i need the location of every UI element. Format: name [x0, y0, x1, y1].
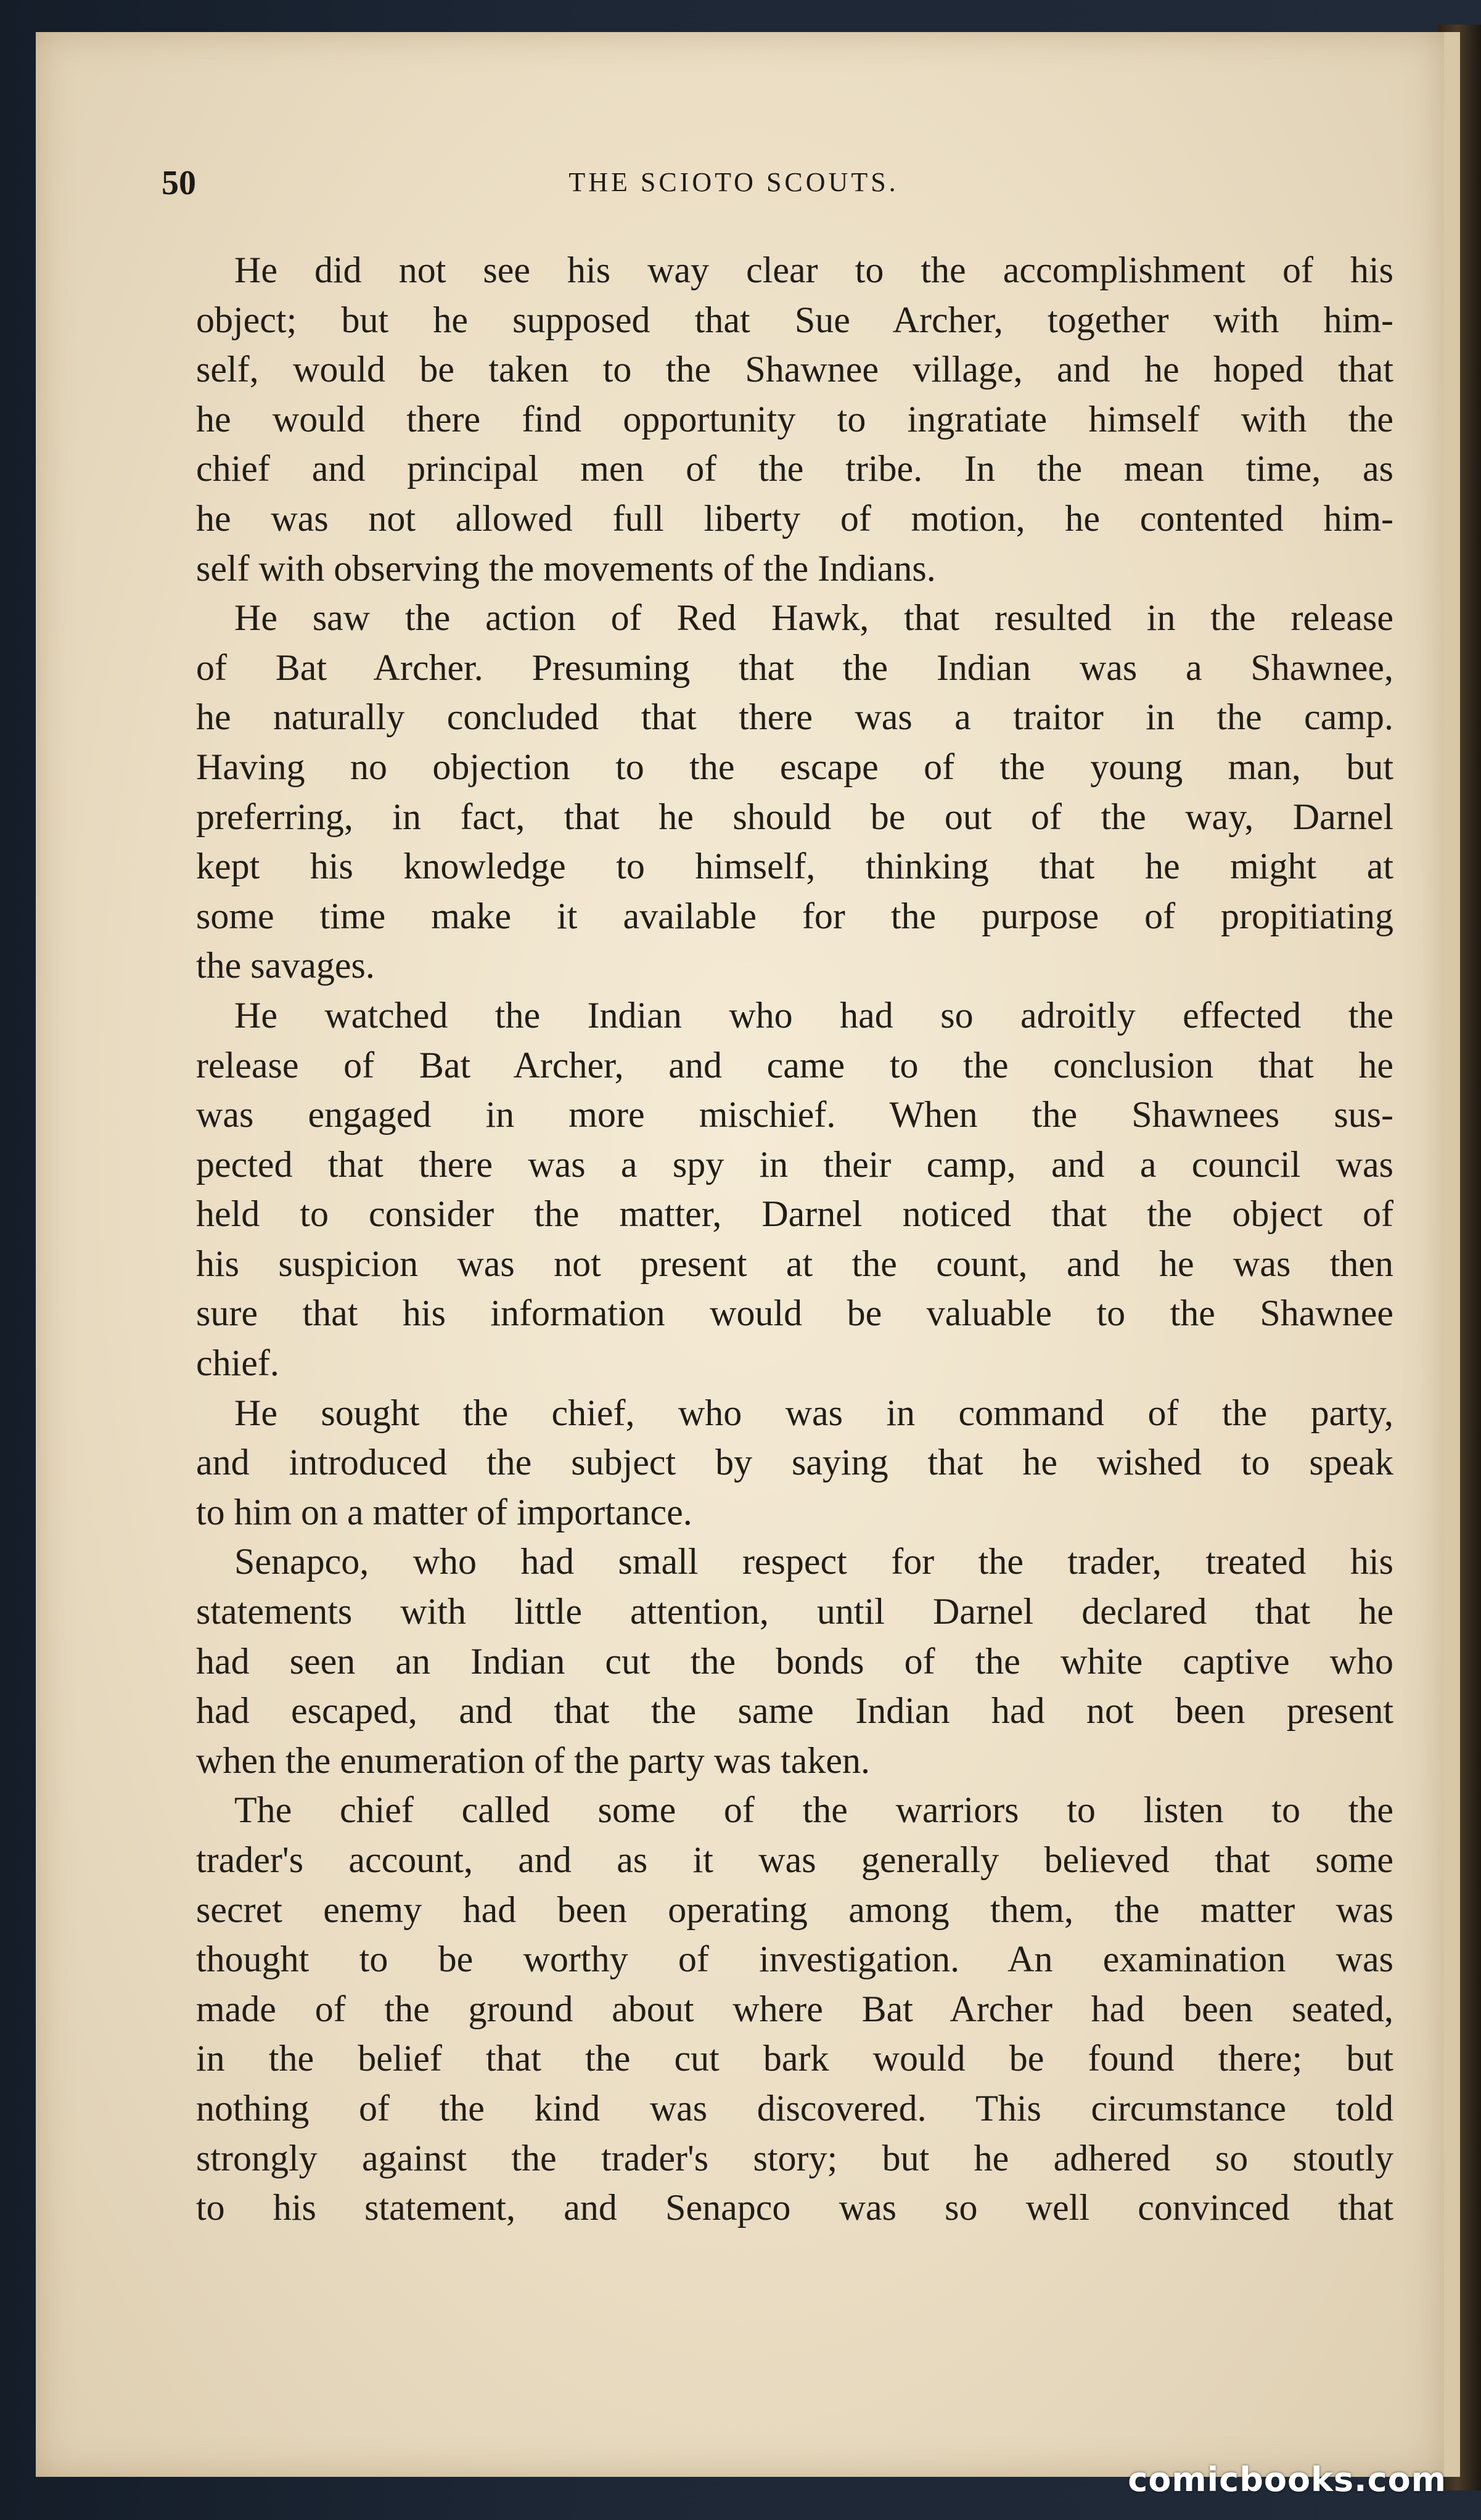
text-line: strongly against the trader's story; but he adhered so stoutly	[196, 2137, 1393, 2178]
text-line: some time make it available for the purpose of propitiating	[196, 895, 1393, 936]
text-line: thought to be worthy of investigation. An examination was	[196, 1939, 1393, 1980]
page-number: 50	[162, 164, 196, 202]
text-line: to his statement, and Senapco was so well convinced that	[196, 2187, 1393, 2228]
text-line: held to consider the matter, Darnel noticed that the object of	[196, 1193, 1393, 1235]
text-line: preferring, in fact, that he should be out of the way, Darnel	[196, 796, 1393, 837]
text-line: statements with little attention, until Darnel declared that he	[196, 1591, 1393, 1632]
paragraph	[196, 991, 1393, 1388]
text-line: He sought the chief, who was in command of the party,	[234, 1392, 1393, 1433]
text-line: he would there find opportunity to ingratiate himself with the	[196, 398, 1393, 440]
text-line: when the enumeration of the party was taken.	[196, 1740, 870, 1781]
text-line: of Bat Archer. Presuming that the Indian was a Shawnee,	[196, 647, 1393, 688]
text-line: in the belief that the cut bark would be found there; but	[196, 2038, 1393, 2079]
paragraph	[196, 593, 1393, 991]
page-header	[162, 162, 1380, 205]
text-line: the savages.	[196, 945, 375, 986]
text-line: self with observing the movements of the Indians.	[196, 547, 936, 589]
text-line: He watched the Indian who had so adroitly effected the	[234, 994, 1393, 1036]
text-line: he naturally concluded that there was a traitor in the camp.	[196, 697, 1393, 738]
watermark: comicbooks.com	[1128, 2460, 1446, 2499]
paragraph	[196, 1388, 1393, 1537]
running-head: THE SCIOTO SCOUTS.	[568, 167, 899, 197]
text-line: had seen an Indian cut the bonds of the white captive who	[196, 1640, 1393, 1682]
paragraph	[196, 1785, 1393, 2232]
text-line: and introduced the subject by saying that he wished to speak	[196, 1442, 1393, 1483]
text-line: Having no objection to the escape of the young man, but	[196, 746, 1393, 787]
text-line: pected that there was a spy in their camp, and a council was	[196, 1143, 1393, 1185]
text-line: kept his knowledge to himself, thinking that he might at	[196, 846, 1393, 887]
text-line: secret enemy had been operating among them, the matter was	[196, 1889, 1393, 1930]
text-line: to him on a matter of importance.	[196, 1491, 692, 1532]
text-line: self, would be taken to the Shawnee village, and he hoped that	[196, 349, 1393, 390]
paragraph	[196, 245, 1393, 593]
text-line: sure that his information would be valuable to the Shawnee	[196, 1293, 1393, 1334]
text-line: had escaped, and that the same Indian had not been present	[196, 1690, 1393, 1732]
text-line: He saw the action of Red Hawk, that resulted in the release	[234, 597, 1393, 639]
text-line: made of the ground about where Bat Archer had been seated,	[196, 1988, 1393, 2029]
text-line: was engaged in more mischief. When the Shawnees sus-	[196, 1094, 1393, 1135]
text-line: Senapco, who had small respect for the trader, treated his	[234, 1541, 1393, 1582]
text-line: The chief called some of the warriors to listen to the	[234, 1790, 1393, 1831]
text-line: object; but he supposed that Sue Archer, together with him-	[196, 299, 1393, 340]
text-line: release of Bat Archer, and came to the conclusion that he	[196, 1044, 1393, 1086]
text-line: nothing of the kind was discovered. This circumstance told	[196, 2087, 1393, 2129]
body-text	[196, 245, 1393, 2233]
text-line: chief and principal men of the tribe. In the mean time, as	[196, 448, 1393, 489]
text-line: He did not see his way clear to the accomplishment of his	[234, 250, 1393, 290]
text-line: he was not allowed full liberty of motion, he contented him-	[196, 497, 1393, 539]
text-line: his suspicion was not present at the count, and he was then	[196, 1243, 1393, 1284]
paragraph	[196, 1537, 1393, 1785]
text-line: chief.	[196, 1343, 279, 1384]
text-line: trader's account, and as it was generally believed that some	[196, 1839, 1393, 1880]
